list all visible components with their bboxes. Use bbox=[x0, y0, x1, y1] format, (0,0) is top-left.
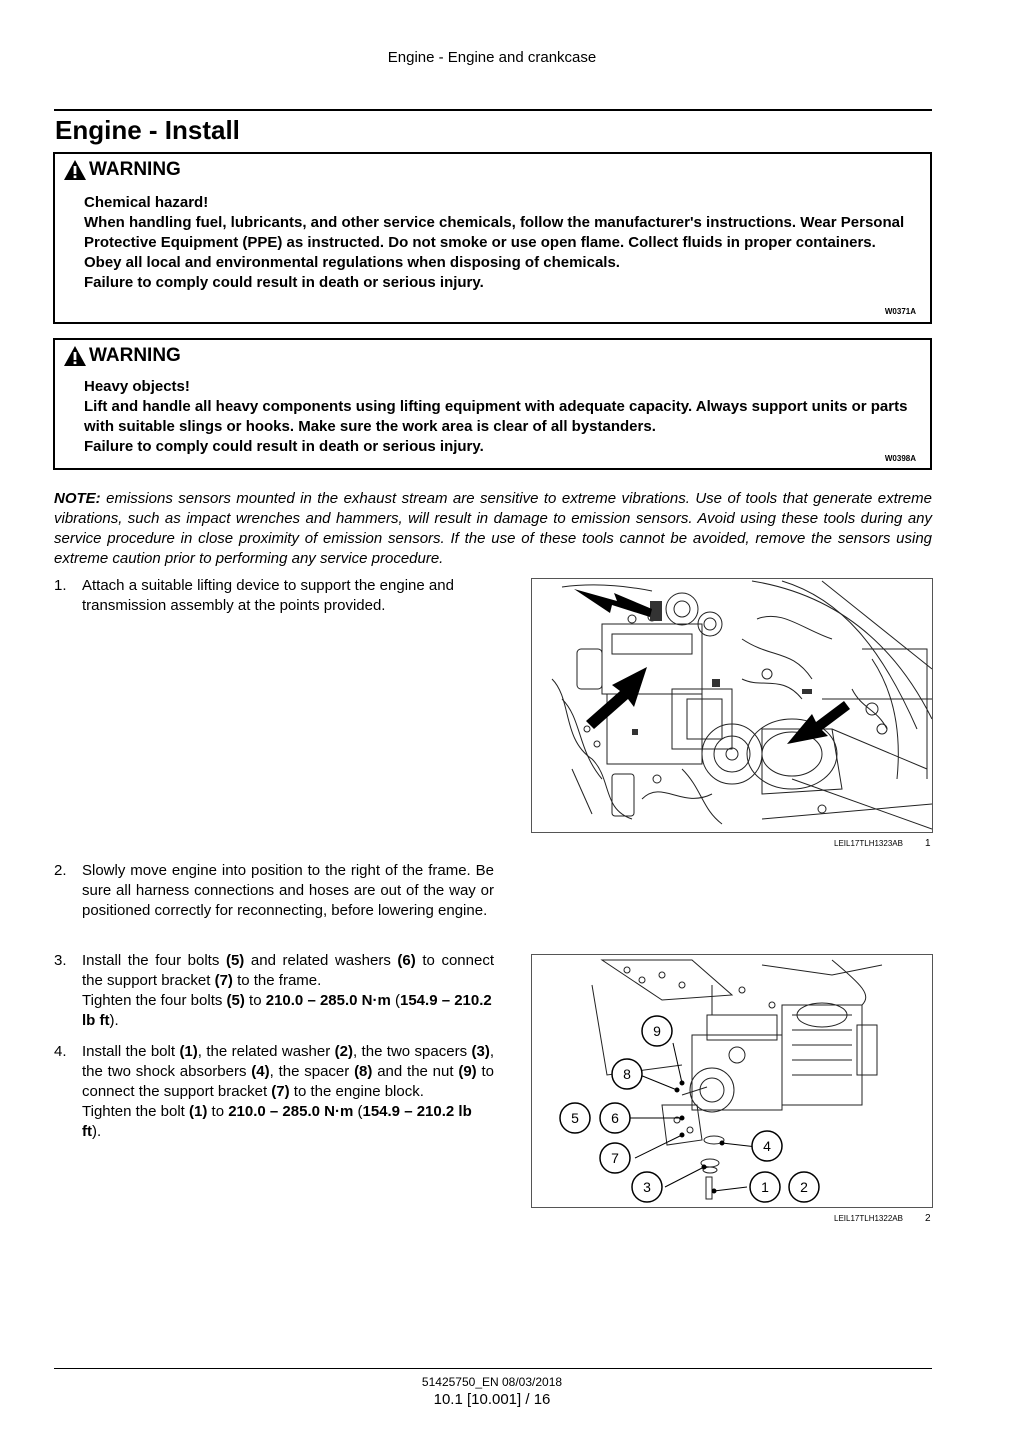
callout-6: 6 bbox=[611, 1110, 619, 1126]
step-text: Attach a suitable lifting device to support the engine and transmission assembly at the points provided. bbox=[82, 577, 454, 614]
footer-page-number: 10.1 [10.001] / 16 bbox=[433, 1391, 551, 1408]
arrow-front-lift-point bbox=[586, 667, 647, 729]
warning-consequence: Failure to comply could result in death or serious injury. bbox=[84, 274, 484, 291]
step-4 bbox=[54, 1042, 494, 1142]
warning-code: W0398A bbox=[884, 454, 916, 463]
warning-triangle-icon bbox=[63, 345, 87, 367]
figure-support-bracket bbox=[531, 954, 933, 1208]
footer-rule bbox=[54, 1368, 932, 1369]
footer-document-code: 51425750_EN 08/03/2018 bbox=[421, 1375, 563, 1389]
step-text: Install the four bolts (5) and related washers (6) to connect the support bracket (7) to the frame. Tighten the four bolts (5) to 210.0 – 285.0 N·m (154.9 – 210.2 lb ft). bbox=[82, 952, 494, 1029]
warning-instructions: Lift and handle all heavy components using lifting equipment with adequate capacity. Always support units or parts with suitable slings or hooks. Make sure the work area is clear of all bystanders. bbox=[84, 398, 908, 435]
warning-label: WARNING bbox=[89, 345, 181, 366]
warning-heading bbox=[63, 345, 181, 367]
step-1 bbox=[54, 576, 494, 616]
arrow-transmission-lift-point bbox=[787, 701, 850, 744]
step-text: Slowly move engine into position to the right of the frame. Be sure all harness connections and hoses are out of the way or positioned correctly for reconnecting, before lowering engine. bbox=[82, 862, 494, 919]
step-number: 2. bbox=[54, 862, 67, 879]
callout-2: 2 bbox=[800, 1179, 808, 1195]
figure-caption: LEIL17TLH1322AB bbox=[834, 1214, 903, 1223]
header-rule bbox=[54, 109, 932, 111]
warning-triangle-icon bbox=[63, 159, 87, 181]
warning-consequence: Failure to comply could result in death or serious injury. bbox=[84, 438, 484, 455]
note-label: NOTE: bbox=[54, 490, 101, 507]
page-title: Engine - Install bbox=[55, 115, 240, 145]
callout-9: 9 bbox=[653, 1023, 661, 1039]
step-number: 4. bbox=[54, 1043, 67, 1060]
warning-label: WARNING bbox=[89, 159, 181, 180]
figure-caption: LEIL17TLH1323AB bbox=[834, 839, 903, 848]
callout-3: 3 bbox=[643, 1179, 651, 1195]
warning-text bbox=[84, 377, 916, 457]
callout-8: 8 bbox=[623, 1066, 631, 1082]
support-bracket-illustration bbox=[532, 955, 933, 1208]
warning-code: W0371A bbox=[884, 307, 916, 316]
warning-box-heavy-objects bbox=[53, 338, 932, 470]
engine-assembly-illustration bbox=[532, 579, 933, 833]
arrow-rear-lift-point bbox=[574, 589, 652, 617]
figure-number: 1 bbox=[925, 838, 931, 849]
running-header: Engine - Engine and crankcase bbox=[387, 49, 597, 66]
callout-5: 5 bbox=[571, 1110, 579, 1126]
callout-4: 4 bbox=[763, 1138, 771, 1154]
callout-7: 7 bbox=[611, 1150, 619, 1166]
step-text: Install the bolt (1), the related washer (2), the two spacers (3), the two shock absorbers (4), the spacer (8) and the nut (9) to connect the support bracket (7) to the engine block. Tighten the bolt (1) to 210.0 – 285.0 N·m (154.9 – 210.2 lb ft). bbox=[82, 1043, 494, 1140]
note-text: emissions sensors mounted in the exhaust stream are sensitive to extreme vibrations. Use of tools that generate extreme vibrations, such as impact wrenches and hammers, will result in damage to emission sensors. Avoid using these tools during any service procedure in close proximity of emission sensors. If the use of these tools cannot be avoided, remove the sensors using extreme caution prior to performing any service procedure. bbox=[54, 490, 932, 567]
note-paragraph bbox=[54, 489, 932, 569]
step-2 bbox=[54, 861, 494, 921]
step-number: 1. bbox=[54, 577, 67, 594]
warning-hazard: Heavy objects! bbox=[84, 378, 190, 395]
step-number: 3. bbox=[54, 952, 67, 969]
figure-engine-lifting-points bbox=[531, 578, 933, 833]
warning-heading bbox=[63, 159, 181, 181]
warning-box-chemical bbox=[53, 152, 932, 324]
warning-hazard: Chemical hazard! bbox=[84, 194, 209, 211]
warning-text bbox=[84, 193, 916, 293]
step-3 bbox=[54, 951, 494, 1031]
figure-number: 2 bbox=[925, 1213, 931, 1224]
callout-1: 1 bbox=[761, 1179, 769, 1195]
warning-instructions: When handling fuel, lubricants, and other service chemicals, follow the manufacturer's instructions. Wear Personal Protective Equipment (PPE) as instructed. Do not smoke or use open flame. Collect fluids in proper containers. Obey all local and environmental regulations when disposing of chemicals. bbox=[84, 214, 905, 271]
